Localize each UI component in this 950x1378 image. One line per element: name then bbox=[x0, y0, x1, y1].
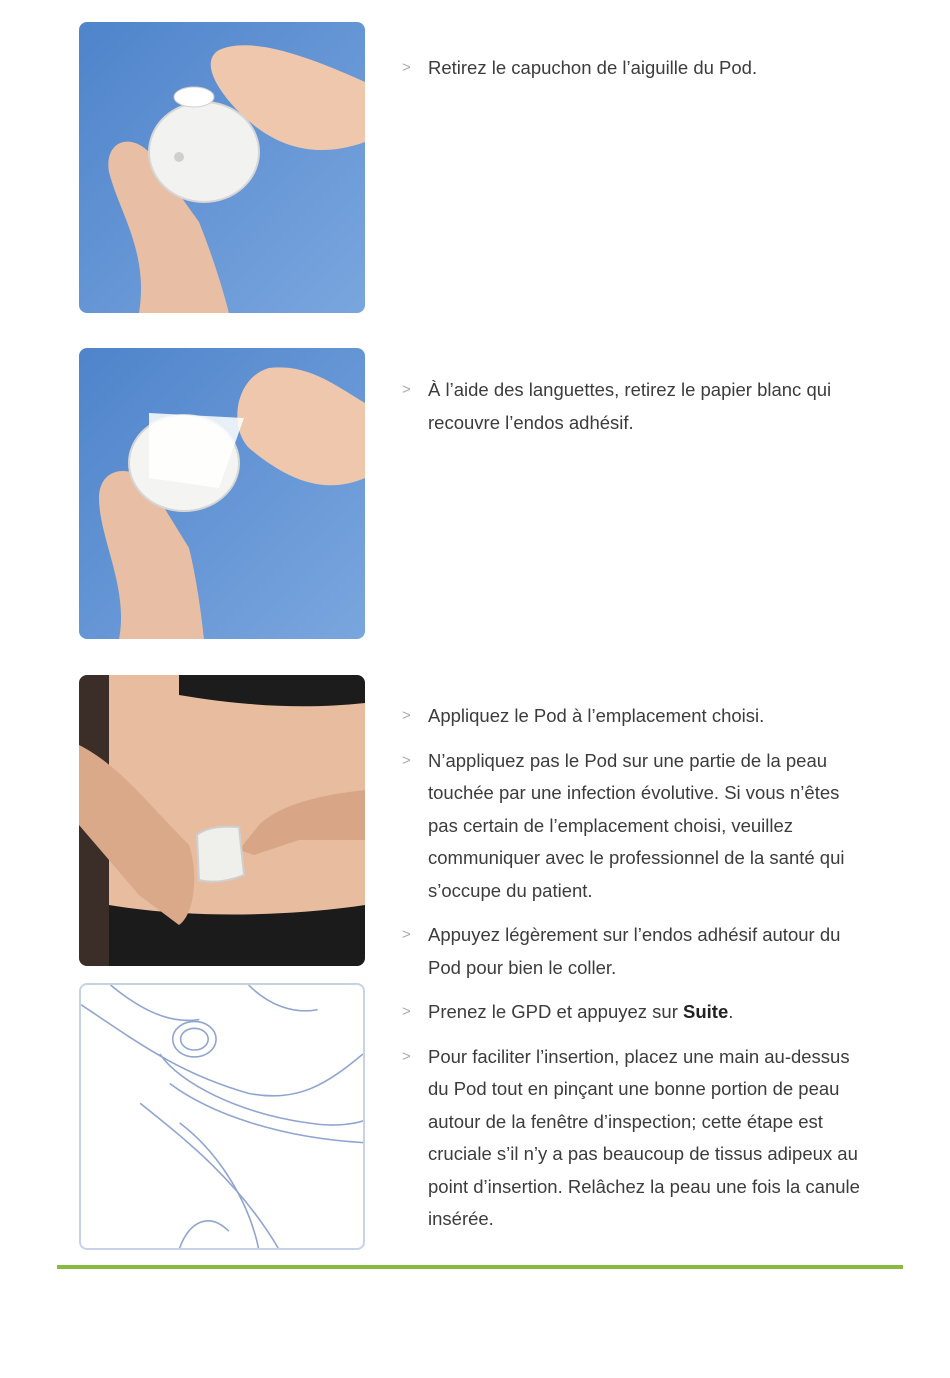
step-text: Retirez le capuchon de l’aiguille du Pod. bbox=[428, 57, 758, 78]
step-text: À l’aide des languettes, retirez le papier blanc qui recouvre l’endos adhésif. bbox=[428, 379, 832, 433]
photo-peel-adhesive-paper bbox=[79, 348, 365, 639]
step-text: Pour faciliter l’insertion, placez une main au-dessus du Pod tout en pinçant une bonne portion de peau autour de la fenêtre d’inspection; cette étape est cruciale s’il n’y a pas beaucoup de tissus adipeux au point d’insertion. Relâchez la peau une fois la canule insérée. bbox=[428, 1045, 860, 1229]
chevron-right-icon: > bbox=[402, 1047, 411, 1065]
chevron-right-icon: > bbox=[402, 751, 411, 769]
suite-keyword: Suite bbox=[683, 1001, 729, 1022]
list-item bbox=[400, 996, 870, 1029]
photo-apply-pod bbox=[79, 675, 365, 966]
steps-section-1 bbox=[400, 52, 870, 85]
list-item bbox=[400, 700, 870, 733]
photo-remove-needle-cap bbox=[79, 22, 365, 313]
chevron-right-icon: > bbox=[402, 1003, 411, 1020]
illustration-pinch-skin bbox=[79, 983, 365, 1250]
list-item bbox=[400, 374, 870, 439]
step-text bbox=[428, 1001, 733, 1022]
step-text: N’appliquez pas le Pod sur une partie de la peau touchée par une infection évolutive. Si vous n’êtes pas certain de l’emplacement choisi, veuillez communiquer avec le professionnel de la santé qui s’occupe du patient. bbox=[428, 749, 845, 901]
step-text-after: . bbox=[728, 1001, 734, 1022]
step-text: Appuyez légèrement sur l’endos adhésif autour du Pod pour bien le coller. bbox=[428, 924, 841, 978]
chevron-right-icon: > bbox=[402, 59, 411, 76]
step-text: Appliquez le Pod à l’emplacement choisi. bbox=[428, 705, 765, 726]
step-text-before: Prenez le GPD et appuyez sur bbox=[428, 1001, 684, 1022]
list-item bbox=[400, 745, 870, 908]
chevron-right-icon: > bbox=[402, 707, 411, 724]
steps-section-3 bbox=[400, 700, 870, 1236]
chevron-right-icon: > bbox=[402, 381, 411, 398]
steps-section-2 bbox=[400, 374, 870, 439]
list-item bbox=[400, 52, 870, 85]
list-item bbox=[400, 1041, 870, 1236]
chevron-right-icon: > bbox=[402, 926, 411, 943]
footer-divider bbox=[57, 1265, 903, 1269]
list-item bbox=[400, 919, 870, 984]
